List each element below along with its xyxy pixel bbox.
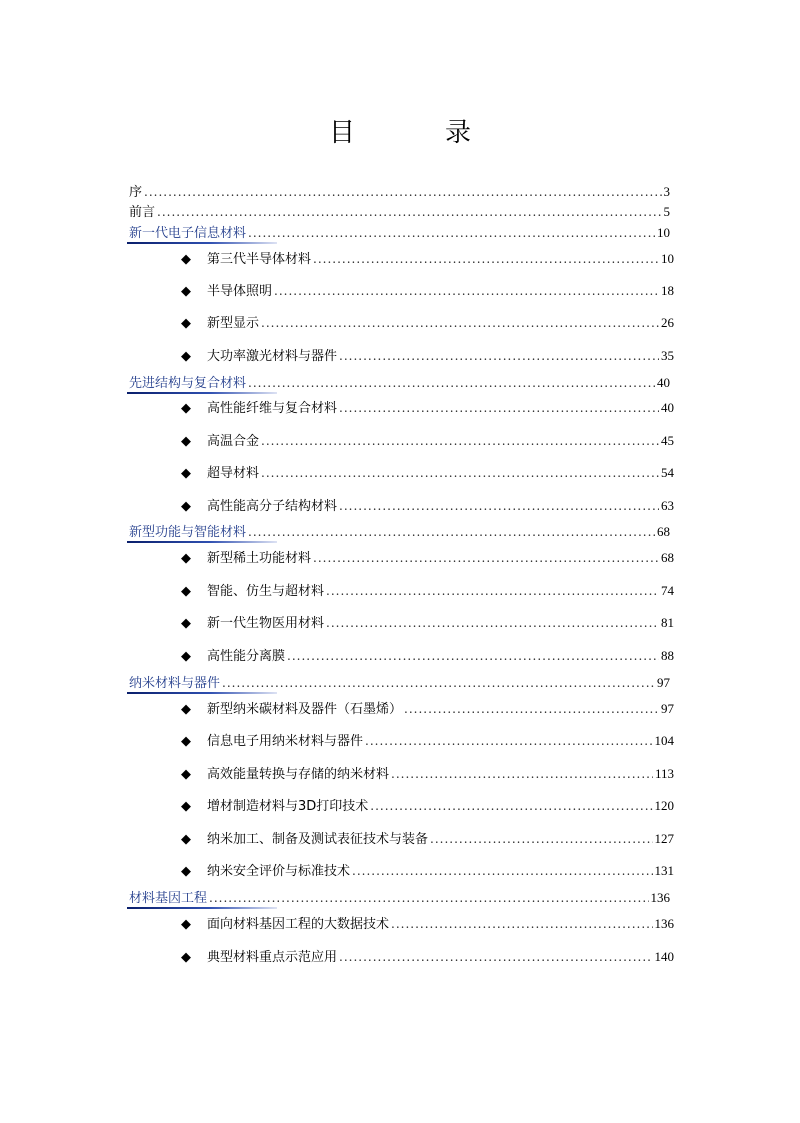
toc-page-number: 140 xyxy=(654,949,674,964)
toc-subentry[interactable] xyxy=(181,464,674,483)
toc-label: 增材制造材料与3D打印技术 xyxy=(207,799,369,814)
dot-leader xyxy=(313,549,659,567)
toc-subentry[interactable] xyxy=(181,732,674,751)
toc-label: 材料基因工程 xyxy=(129,891,208,906)
toc-page-number: 10 xyxy=(661,251,674,266)
toc-subentry[interactable] xyxy=(181,830,674,849)
toc-page-number: 120 xyxy=(654,798,674,813)
toc-label: 高温合金 xyxy=(207,434,260,449)
toc-page-number: 127 xyxy=(654,831,674,846)
toc-label: 典型材料重点示范应用 xyxy=(207,950,338,965)
diamond-bullet-icon: ◆ xyxy=(181,767,191,782)
dot-leader xyxy=(430,830,652,848)
diamond-bullet-icon: ◆ xyxy=(181,616,191,631)
diamond-bullet-icon: ◆ xyxy=(181,864,191,879)
toc-subentry[interactable] xyxy=(181,432,674,451)
toc-label: 纳米材料与器件 xyxy=(129,676,221,691)
toc-section[interactable] xyxy=(129,523,670,542)
toc-page-number: 113 xyxy=(654,766,674,781)
toc-label: 半导体照明 xyxy=(207,284,273,299)
toc-label: 信息电子用纳米材料与器件 xyxy=(207,734,364,749)
toc-page-number: 54 xyxy=(661,465,674,480)
dot-leader xyxy=(248,523,655,541)
toc-page-number: 74 xyxy=(661,583,674,598)
diamond-bullet-icon: ◆ xyxy=(181,950,191,965)
diamond-bullet-icon: ◆ xyxy=(181,284,191,299)
dot-leader xyxy=(157,203,661,221)
toc-subentry[interactable] xyxy=(181,282,674,301)
toc-page-number: 45 xyxy=(661,433,674,448)
diamond-bullet-icon: ◆ xyxy=(181,917,191,932)
dot-leader xyxy=(339,948,652,966)
toc-subentry[interactable] xyxy=(181,347,674,366)
toc-page-number: 40 xyxy=(661,400,674,415)
dot-leader xyxy=(248,374,655,392)
toc-section[interactable] xyxy=(129,374,670,393)
toc-label: 纳米加工、制备及测试表征技术与装备 xyxy=(207,832,429,847)
dot-leader xyxy=(274,282,659,300)
toc-entry[interactable] xyxy=(129,203,670,222)
section-underline xyxy=(127,392,277,394)
toc-page-number: 97 xyxy=(661,701,674,716)
toc-page-number: 136 xyxy=(654,916,674,931)
dot-leader xyxy=(261,314,659,332)
toc-page-number: 10 xyxy=(657,225,670,240)
toc-label: 序 xyxy=(129,185,143,200)
toc-subentry[interactable] xyxy=(181,549,674,568)
toc-page-number: 40 xyxy=(657,375,670,390)
dot-leader xyxy=(352,862,652,880)
toc-label: 高性能高分子结构材料 xyxy=(207,499,338,514)
dot-leader xyxy=(326,582,659,600)
dot-leader xyxy=(313,250,659,268)
toc-page-number: 136 xyxy=(650,890,670,905)
diamond-bullet-icon: ◆ xyxy=(181,466,191,481)
section-underline xyxy=(127,541,277,543)
diamond-bullet-icon: ◆ xyxy=(181,401,191,416)
diamond-bullet-icon: ◆ xyxy=(181,252,191,267)
toc-section[interactable] xyxy=(129,224,670,243)
toc-subentry[interactable] xyxy=(181,765,674,784)
dot-leader xyxy=(287,647,659,665)
toc-subentry[interactable] xyxy=(181,250,674,269)
dot-leader xyxy=(339,399,659,417)
dot-leader xyxy=(404,700,659,718)
dot-leader xyxy=(391,765,653,783)
toc-label: 纳米安全评价与标准技术 xyxy=(207,864,351,879)
toc-label: 大功率激光材料与器件 xyxy=(207,349,338,364)
toc-subentry[interactable] xyxy=(181,647,674,666)
toc-page-number: 35 xyxy=(661,348,674,363)
dot-leader xyxy=(261,464,659,482)
toc-page-number: 68 xyxy=(661,550,674,565)
toc-label: 新型稀土功能材料 xyxy=(207,551,312,566)
toc-page-number: 3 xyxy=(663,184,670,199)
toc-subentry[interactable] xyxy=(181,399,674,418)
toc-label: 面向材料基因工程的大数据技术 xyxy=(207,917,390,932)
toc-label: 新一代生物医用材料 xyxy=(207,616,325,631)
toc-page-number: 131 xyxy=(654,863,674,878)
toc-label: 高性能分离膜 xyxy=(207,649,286,664)
section-underline xyxy=(127,907,277,909)
toc-page-number: 5 xyxy=(663,204,670,219)
toc-subentry[interactable] xyxy=(181,614,674,633)
diamond-bullet-icon: ◆ xyxy=(181,702,191,717)
toc-label: 新型功能与智能材料 xyxy=(129,525,247,540)
section-underline xyxy=(127,242,277,244)
diamond-bullet-icon: ◆ xyxy=(181,734,191,749)
toc-label: 前言 xyxy=(129,205,156,220)
diamond-bullet-icon: ◆ xyxy=(181,499,191,514)
toc-page-number: 68 xyxy=(657,524,670,539)
dot-leader xyxy=(370,797,652,815)
toc-page-number: 88 xyxy=(661,648,674,663)
toc-subentry[interactable] xyxy=(181,915,674,934)
toc-subentry[interactable] xyxy=(181,700,674,719)
toc-label: 第三代半导体材料 xyxy=(207,252,312,267)
toc-section[interactable] xyxy=(129,674,670,693)
page-title: 目 录 xyxy=(328,118,503,148)
toc-label: 超导材料 xyxy=(207,466,260,481)
diamond-bullet-icon: ◆ xyxy=(181,434,191,449)
toc-section[interactable] xyxy=(129,889,670,908)
dot-leader xyxy=(144,183,661,201)
dot-leader xyxy=(222,674,655,692)
diamond-bullet-icon: ◆ xyxy=(181,551,191,566)
dot-leader xyxy=(248,224,655,242)
toc-page-number: 97 xyxy=(657,675,670,690)
toc-label: 先进结构与复合材料 xyxy=(129,376,247,391)
toc-page-number: 104 xyxy=(654,733,674,748)
toc-page-number: 63 xyxy=(661,498,674,513)
dot-leader xyxy=(339,347,659,365)
toc-subentry[interactable] xyxy=(181,314,674,333)
toc-page-number: 26 xyxy=(661,315,674,330)
dot-leader xyxy=(391,915,652,933)
toc-label: 高性能纤维与复合材料 xyxy=(207,401,338,416)
diamond-bullet-icon: ◆ xyxy=(181,649,191,664)
toc-subentry[interactable] xyxy=(181,582,674,601)
toc-subentry[interactable] xyxy=(181,862,674,881)
dot-leader xyxy=(209,889,648,907)
diamond-bullet-icon: ◆ xyxy=(181,832,191,847)
section-underline xyxy=(127,692,277,694)
toc-subentry[interactable] xyxy=(181,948,674,967)
dot-leader xyxy=(365,732,652,750)
toc-label: 新一代电子信息材料 xyxy=(129,226,247,241)
diamond-bullet-icon: ◆ xyxy=(181,584,191,599)
toc-subentry[interactable] xyxy=(181,797,674,816)
toc-label: 智能、仿生与超材料 xyxy=(207,584,325,599)
toc-label: 新型显示 xyxy=(207,316,260,331)
dot-leader xyxy=(339,497,659,515)
dot-leader xyxy=(261,432,659,450)
diamond-bullet-icon: ◆ xyxy=(181,349,191,364)
dot-leader xyxy=(326,614,659,632)
toc-label: 新型纳米碳材料及器件（石墨烯） xyxy=(207,702,403,717)
toc-subentry[interactable] xyxy=(181,497,674,516)
diamond-bullet-icon: ◆ xyxy=(181,316,191,331)
toc-page-number: 18 xyxy=(661,283,674,298)
diamond-bullet-icon: ◆ xyxy=(181,799,191,814)
toc-entry[interactable] xyxy=(129,183,670,202)
toc-page-number: 81 xyxy=(661,615,674,630)
toc-label: 高效能量转换与存储的纳米材料 xyxy=(207,767,390,782)
